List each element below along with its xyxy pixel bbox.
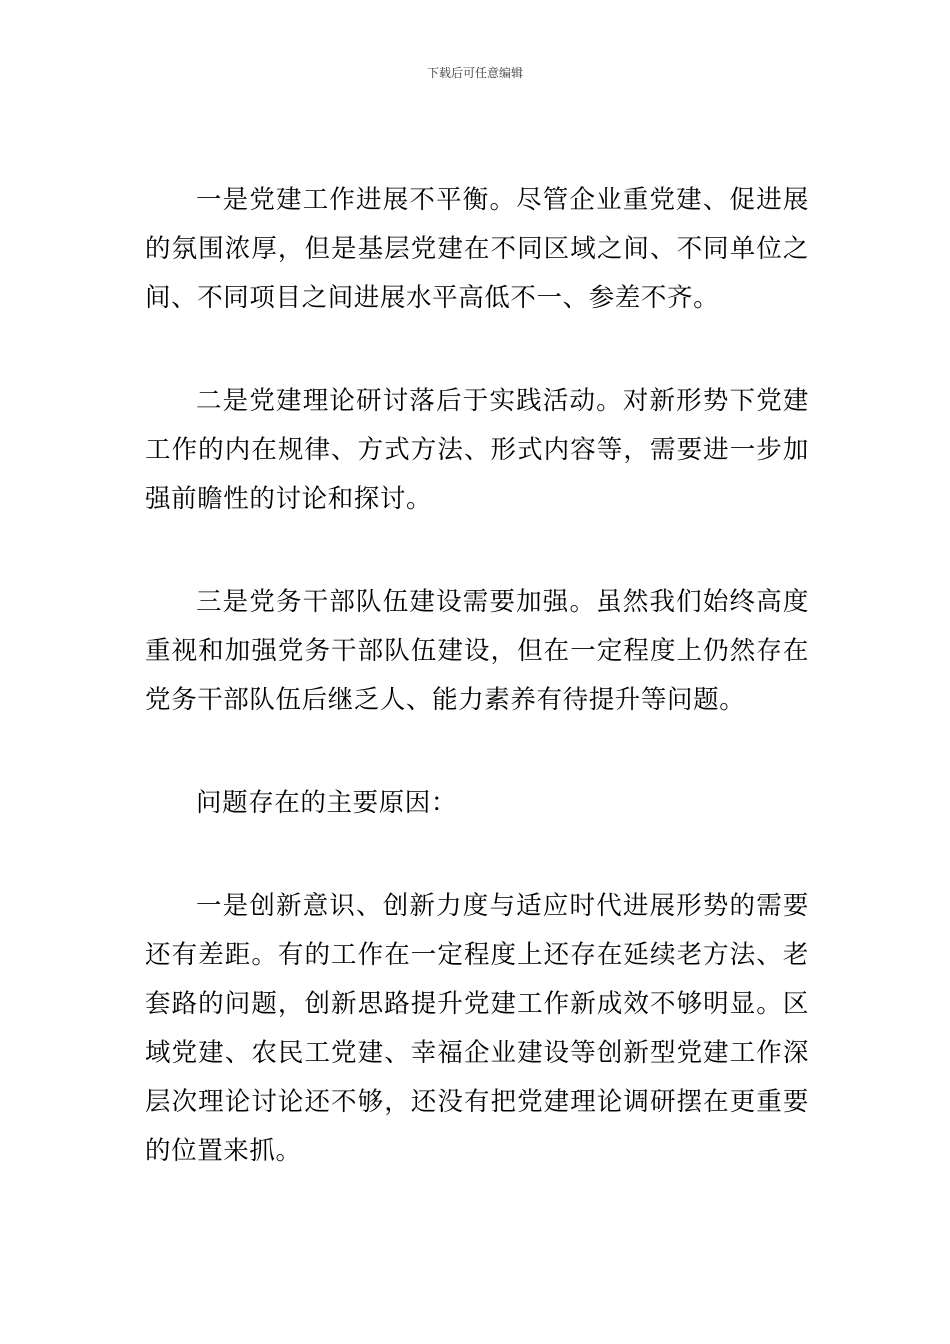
paragraph-issue-three: 三是党务干部队伍建设需要加强。虽然我们始终高度重视和加强党务干部队伍建设，但在一定程度上仍然存在党务干部队伍后继乏人、能力素养有待提升等问题。 [145,587,809,715]
paragraph-issue-one: 一是党建工作进展不平衡。尽管企业重党建、促进展的氛围浓厚，但是基层党建在不同区域之间、不同单位之间、不同项目之间进展水平高低不一、参差不齐。 [145,185,809,313]
paragraph-issue-two: 二是党建理论研讨落后于实践活动。对新形势下党建工作的内在规律、方式方法、形式内容等，需要进一步加强前瞻性的讨论和探讨。 [145,386,809,514]
document-body [145,176,809,1230]
page-header-note: 下载后可任意编辑 [426,66,523,80]
paragraph-cause-one: 一是创新意识、创新力度与适应时代进展形势的需要还有差距。有的工作在一定程度上还存在延续老方法、老套路的问题，创新思路提升党建工作新成效不够明显。区域党建、农民工党建、幸福企业建设等创新型党建工作深层次理论讨论还不够，还没有把党建理论调研摆在更重要的位置来抓。 [145,891,809,1166]
paragraph-causes-heading: 问题存在的主要原因： [196,788,458,818]
